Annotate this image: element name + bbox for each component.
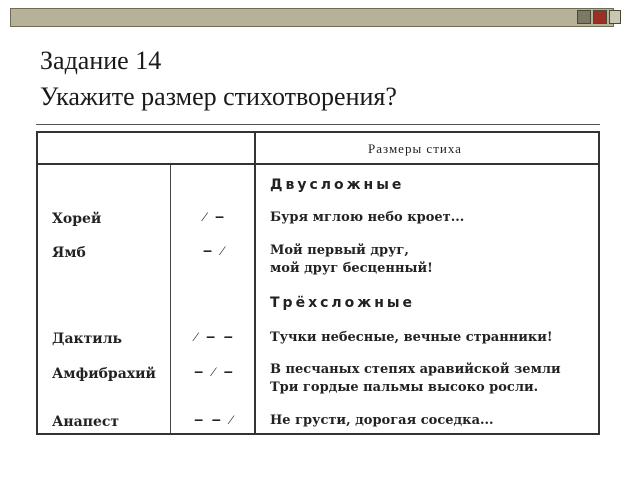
column-divider-main bbox=[254, 133, 256, 433]
example-line: Мой первый друг, bbox=[270, 243, 409, 258]
slide-title-line-2: Укажите размер стихотворения? bbox=[40, 82, 397, 111]
example-line: В песчаных степях аравийской земли bbox=[270, 362, 561, 377]
meter-scheme: – – ⁄ bbox=[194, 413, 234, 428]
column-divider-scheme bbox=[170, 165, 171, 433]
meter-example bbox=[270, 412, 494, 430]
meter-example bbox=[270, 209, 464, 227]
meter-name: Дактиль bbox=[52, 331, 123, 347]
meter-example bbox=[270, 242, 433, 278]
meter-example bbox=[270, 329, 553, 347]
meter-name: Хорей bbox=[52, 211, 102, 227]
title-divider bbox=[36, 124, 600, 125]
header-divider bbox=[38, 163, 598, 165]
decor-square-2 bbox=[593, 10, 607, 24]
example-line: Буря мглою небо кроет... bbox=[270, 210, 465, 225]
meter-name: Ямб bbox=[52, 245, 86, 261]
decor-square-3 bbox=[609, 10, 621, 24]
meter-scheme: – ⁄ – bbox=[194, 365, 234, 380]
decor-square-1 bbox=[577, 10, 591, 24]
meter-name: Амфибрахий bbox=[52, 366, 156, 382]
meter-name: Анапест bbox=[52, 414, 120, 430]
example-line: Три гордые пальмы высоко росли. bbox=[270, 380, 539, 395]
group-three-syllable: Трёхсложные bbox=[270, 295, 416, 311]
example-line: Не грусти, дорогая соседка... bbox=[270, 413, 494, 428]
meter-table bbox=[36, 131, 600, 435]
example-line: Тучки небесные, вечные странники! bbox=[270, 330, 553, 345]
example-line: мой друг бесценный! bbox=[270, 261, 433, 276]
slide-top-bar bbox=[10, 8, 614, 27]
meter-scheme: – ⁄ bbox=[203, 244, 225, 259]
slide-title-line-1: Задание 14 bbox=[40, 46, 162, 75]
meter-scheme: ⁄ – bbox=[203, 210, 225, 225]
table-header: Размеры стиха bbox=[368, 141, 462, 156]
meter-scheme: ⁄ – – bbox=[194, 330, 234, 345]
meter-example bbox=[270, 361, 561, 397]
group-two-syllable: Двусложные bbox=[270, 177, 405, 193]
